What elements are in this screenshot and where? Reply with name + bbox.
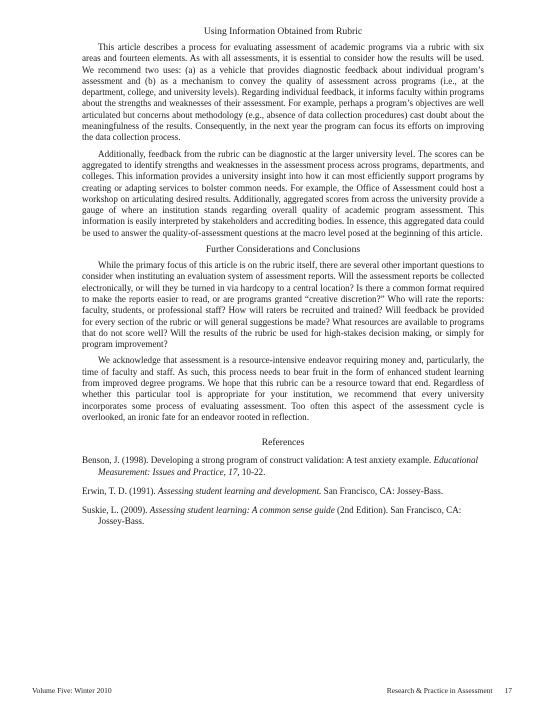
reference-text: Erwin, T. D. (1991). <box>82 485 158 496</box>
references-heading: References <box>261 437 305 449</box>
paragraph: While the primary focus of this article is on the rubric itself, there are several other important questions to consider when instituting an evaluation system of assessment reports. Will the assessment reports be collected electronically, or will they be turned in via hardcopy to a central location? Is there a common format required to make the reports easier to read, or are programs granted “creative discretion?” Who will rate the reports: faculty, students, or professional staff? How will raters be recruited and trained? Will feedback be provided for every section of the rubric or will general suggestions be made? What resources are available to programs that do not score well? Will the results of the rubric be used for high-stakes decision making, or simply for program improvement? <box>82 260 484 350</box>
section-heading-rubric-use: Using Information Obtained from Rubric <box>203 26 363 37</box>
reference-text: San Francisco, CA: Jossey-Bass. <box>321 485 444 496</box>
article-body <box>82 26 484 536</box>
reference-item <box>82 486 484 497</box>
reference-title: Assessing student learning and development. <box>157 485 322 496</box>
reference-text: (2nd Edition). San Francisco, CA: Jossey-Bass. <box>98 505 462 527</box>
reference-item <box>82 505 484 528</box>
reference-text: Benson, J. (1998). Developing a strong program of construct validation: A test anxiety example. <box>82 455 434 466</box>
paragraph: We acknowledge that assessment is a resource-intensive endeavor requiring money and, particularly, the time of faculty and staff. As such, this process needs to bear fruit in the form of enhanced student learning from improved degree programs. We hope that this rubric can be a resource toward that end. Regardless of whether this particular tool is appropriate for your institution, we recommend that every university incorporates some process of evaluating assessment. Too often this aspect of the assessment cycle is overlooked, an ironic fate for an endeavor rooted in reflection. <box>82 355 484 422</box>
paragraph: This article describes a process for evaluating assessment of academic programs via a rubric with six areas and fourteen elements. As with all assessments, it is essential to consider how the results will be used. We recommend two uses: (a) as a vehicle that provides diagnostic feedback about individual program’s assessment and (b) as a mechanism to convey the quality of assessment across programs (i.e., at the department, college, and university levels). Regarding individual feedback, it informs faculty within programs about the strengths and weaknesses of their assessment. For example, perhaps a program’s objectives are well articulated but concerns about methodology (e.g., absence of data collection procedures) cast doubt about the meaningfulness of the results. Consequently, in the next year the program can focus its efforts on improving the data collection process. <box>82 42 484 143</box>
reference-title: Assessing student learning: A common sense guide <box>149 505 335 516</box>
footer-right <box>375 686 512 696</box>
footer-journal: Research & Practice in Assessment <box>386 686 493 695</box>
reference-text: Suskie, L. (2009). <box>82 505 150 516</box>
reference-item <box>82 455 484 478</box>
reference-text: , 10-22. <box>237 466 266 477</box>
footer-volume: Volume Five: Winter 2010 <box>32 686 112 695</box>
reference-title: Educational Measurement: Issues and Practice, 17 <box>98 455 479 477</box>
paragraph: Additionally, feedback from the rubric can be diagnostic at the larger university level. The scores can be aggregated to identify strengths and weaknesses in the assessment process across programs, departments, and colleges. This information provides a university insight into how it can most efficiently support programs by creating or adapting services to bolster common needs. For example, the Office of Assessment could host a workshop on articulating desired results. Additionally, aggregated scores from across the university provide a gauge of where an institution stands regarding overall quality of academic program assessment. This information is easily interpreted by stakeholders and accrediting bodies. In essence, this aggregated data could be used to answer the quality-of-assessment questions at the macro level posed at the beginning of this article. <box>82 148 484 238</box>
page-number: 17 <box>504 686 512 695</box>
section-heading-considerations: Further Considerations and Conclusions <box>205 244 361 256</box>
